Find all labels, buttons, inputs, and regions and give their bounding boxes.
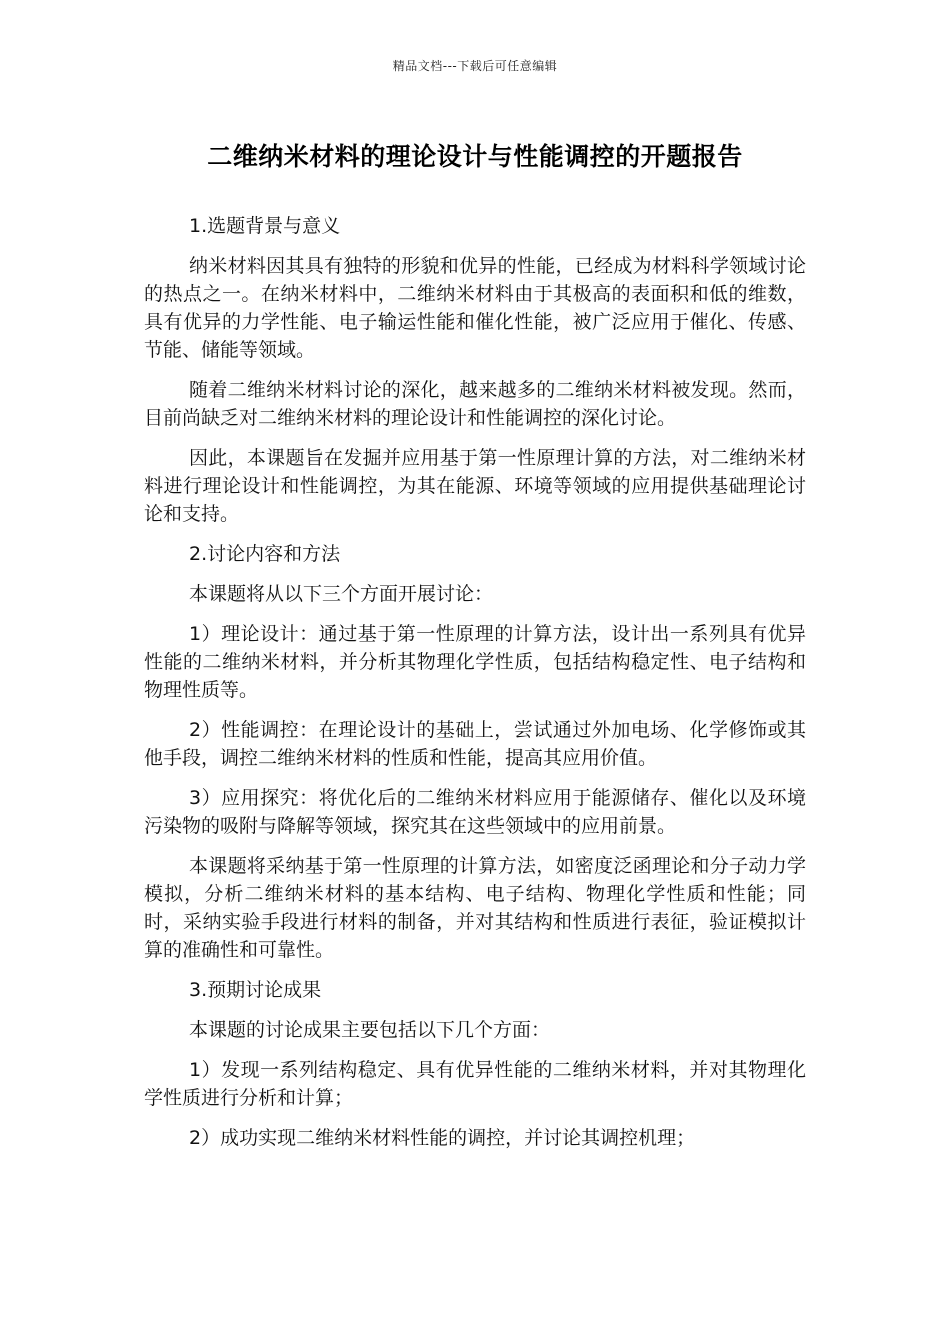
section-heading-content-methods: 2.讨论内容和方法 <box>189 543 341 565</box>
list-item: 3）应用探究：将优化后的二维纳米材料应用于能源储存、催化以及环境污染物的吸附与降解等领域，探究其在这些领域中的应用前景。 <box>144 787 806 837</box>
list-item: 2）性能调控：在理论设计的基础上，尝试通过外加电场、化学修饰或其他手段，调控二维纳米材料的性质和性能，提高其应用价值。 <box>144 719 806 769</box>
paragraph: 本课题的讨论成果主要包括以下几个方面： <box>189 1019 551 1041</box>
section-heading-expected-results: 3.预期讨论成果 <box>189 979 322 1001</box>
section-heading-background: 1.选题背景与意义 <box>189 215 341 237</box>
paragraph: 因此，本课题旨在发掘并应用基于第一性原理计算的方法，对二维纳米材料进行理论设计和性能调控，为其在能源、环境等领域的应用提供基础理论讨论和支持。 <box>144 447 806 525</box>
list-item: 2）成功实现二维纳米材料性能的调控，并讨论其调控机理； <box>189 1127 696 1149</box>
list-item: 1）理论设计：通过基于第一性原理的计算方法，设计出一系列具有优异性能的二维纳米材料，并分析其物理化学性质，包括结构稳定性、电子结构和物理性质等。 <box>144 623 806 701</box>
document-title: 二维纳米材料的理论设计与性能调控的开题报告 <box>207 142 743 171</box>
paragraph: 随着二维纳米材料讨论的深化，越来越多的二维纳米材料被发现。然而，目前尚缺乏对二维纳米材料的理论设计和性能调控的深化讨论。 <box>144 379 806 429</box>
paragraph: 本课题将从以下三个方面开展讨论： <box>189 583 494 605</box>
paragraph: 本课题将采纳基于第一性原理的计算方法，如密度泛函理论和分子动力学模拟，分析二维纳米材料的基本结构、电子结构、物理化学性质和性能；同时，采纳实验手段进行材料的制备，并对其结构和性质进行表征，验证模拟计算的准确性和可靠性。 <box>144 855 806 961</box>
header-note: 精品文档---下载后可任意编辑 <box>392 59 558 73</box>
list-item: 1）发现一系列结构稳定、具有优异性能的二维纳米材料，并对其物理化学性质进行分析和计算； <box>144 1059 806 1109</box>
document-body <box>144 212 806 1164</box>
paragraph: 纳米材料因其具有独特的形貌和优异的性能，已经成为材料科学领域讨论的热点之一。在纳米材料中，二维纳米材料由于其极高的表面积和低的维数，具有优异的力学性能、电子输运性能和催化性能，被广泛应用于催化、传感、节能、储能等领域。 <box>144 255 806 361</box>
